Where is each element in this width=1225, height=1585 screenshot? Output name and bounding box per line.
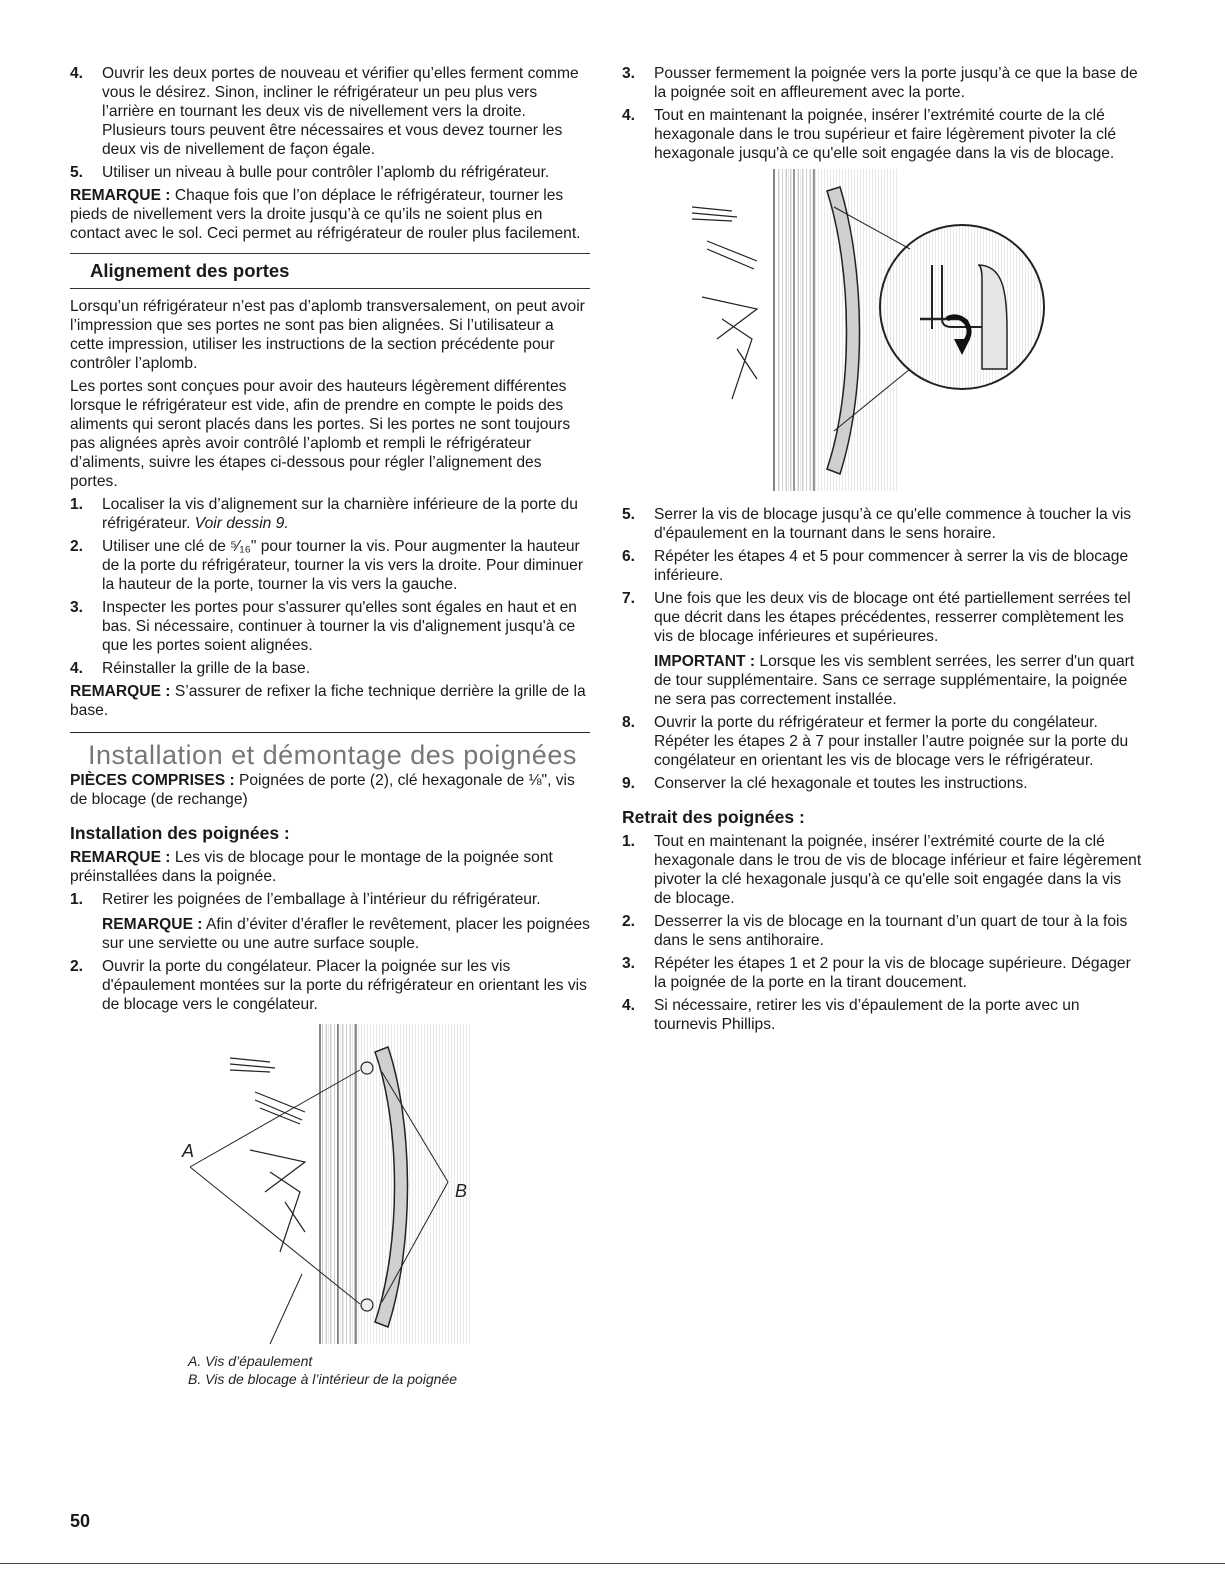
remark-label: REMARQUE :: [70, 187, 171, 204]
install-handles-title: Installation des poignées :: [70, 823, 290, 843]
important-text: Lorsque les vis semblent serrées, les serrer d'un quart de tour supplémentaire. Sans ce serrage supplémentaire, la poignée ne sera pas correctement installée.: [654, 653, 1135, 708]
step-text: Tout en maintenant la poignée, insérer l’extrémité courte de la clé hexagonale dans le trou de vis de blocage inférieur et faire légèrement pivoter la clé hexagonale jusqu'à ce qu'elle soit engagée dans la vis de blocage.: [654, 833, 1142, 907]
list-item: [622, 713, 1142, 770]
figure-captions: [188, 1352, 590, 1388]
remark-text: Afin d’éviter d’érafler le revêtement, placer les poignées sur une serviette ou une autre surface souple.: [102, 916, 590, 952]
list-item: [622, 996, 1142, 1034]
important-note: [654, 652, 1142, 709]
section-rule: [70, 288, 590, 289]
step-number: 1.: [70, 891, 84, 908]
step-text: Pousser fermement la poignée vers la porte jusqu’à ce que la base de la poignée soit en affleurement avec la porte.: [654, 65, 1138, 101]
step-number: 6.: [622, 548, 636, 565]
list-item: [70, 659, 590, 678]
page-bottom-rule: [0, 1563, 1225, 1564]
door-shelves: [692, 207, 757, 399]
list-item: [70, 64, 590, 159]
step-number: 3.: [70, 599, 84, 616]
step-number: 2.: [622, 913, 636, 930]
step-text: Une fois que les deux vis de blocage ont été partiellement serrées tel que décrit dans les étapes précédentes, resserrer complètement les vis de blocage inférieures et supérieures.: [654, 590, 1131, 645]
install-remark: [70, 848, 590, 886]
door-alignment-steps: [70, 495, 590, 678]
caption-b: B. Vis de blocage à l’intérieur de la poignée: [188, 1371, 458, 1387]
step-number: 1.: [622, 833, 636, 850]
step-number: 3.: [622, 955, 636, 972]
step-number: 8.: [622, 714, 636, 731]
step-text: Ouvrir la porte du réfrigérateur et fermer la porte du congélateur. Répéter les étapes 2 à 7 pour installer l’autre poignée sur la porte du congélateur en orientant les vis de blocage vers le réfrigérateur.: [654, 714, 1129, 769]
door-para-1: Lorsqu’un réfrigérateur n’est pas d’aplomb transversalement, on peut avoir l’impression que ses portes ne sont pas bien alignées. Si l’utilisateur a cette impression, utiliser les instructions de la section précédente pour contrôler l’aplomb.: [70, 298, 585, 372]
step-number: 4.: [70, 65, 84, 82]
handles-section-title: Installation et démontage des poignées: [88, 740, 577, 770]
list-item: [622, 774, 1142, 793]
step-text: Retirer les poignées de l’emballage à l’intérieur du réfrigérateur.: [102, 891, 541, 908]
caption-a: A. Vis d’épaulement: [188, 1353, 313, 1369]
remove-handles-title: Retrait des poignées :: [622, 807, 805, 827]
right-column: [622, 64, 1142, 1038]
step-text: Répéter les étapes 4 et 5 pour commencer à serrer la vis de blocage inférieure.: [654, 548, 1129, 584]
hex-key-figure: [662, 169, 1082, 499]
install-steps-continued: [622, 64, 1142, 163]
detail-magnifier: [880, 225, 1044, 389]
step-number: 5.: [622, 506, 636, 523]
list-item: [70, 890, 590, 953]
step-number: 3.: [622, 65, 636, 82]
list-item: [622, 505, 1142, 543]
list-item: [622, 547, 1142, 585]
step-text: Ouvrir la porte du congélateur. Placer la poignée sur les vis d'épaulement montées sur la porte du réfrigérateur en orientant les vis de blocage vers le congélateur.: [102, 958, 587, 1013]
step-number: 4.: [622, 107, 636, 124]
label-b: B: [455, 1181, 468, 1201]
remark-label: REMARQUE :: [102, 916, 203, 933]
hex-key-illustration: [662, 169, 1082, 499]
step-number: 5.: [70, 164, 84, 181]
step-number: 2.: [70, 958, 84, 975]
remark-text: Les vis de blocage pour le montage de la poignée sont préinstallées dans la poignée.: [70, 849, 553, 885]
install-steps-end: [622, 505, 1142, 793]
list-item: [70, 957, 590, 1014]
step-text: Réinstaller la grille de la base.: [102, 660, 311, 677]
handle-install-illustration: [70, 1022, 590, 1352]
shoulder-screw-top: [361, 1062, 373, 1074]
step-text: Ouvrir les deux portes de nouveau et vérifier qu’elles ferment comme vous le désirez. Sinon, incliner le réfrigérateur un peu plus vers l’arrière en tournant les deux vis de nivellement vers la droite. Plusieurs tours peuvent être nécessaires et vous devez tourner les deux vis de nivellement de façon égale.: [102, 65, 579, 158]
door-para-2: Les portes sont conçues pour avoir des hauteurs légèrement différentes lorsque le réfrigérateur est vide, afin de prendre en compte le poids des aliments qui seront placés dans les portes. Si les portes ne sont toujours pas alignées après avoir contrôlé l’aplomb et rempli le réfrigérateur d’aliments, suivre les étapes ci-dessous pour régler l’alignement des portes.: [70, 378, 571, 490]
section-rule: [70, 253, 590, 254]
step-number: 9.: [622, 775, 636, 792]
step-remark: [102, 915, 590, 953]
list-item: [622, 954, 1142, 992]
step-number: 4.: [70, 660, 84, 677]
shoulder-screw-bottom: [361, 1299, 373, 1311]
removal-steps: [622, 832, 1142, 1034]
label-a: A: [182, 1141, 195, 1161]
step-text: Localiser la vis d’alignement sur la charnière inférieure de la porte du réfrigérateur.: [102, 496, 578, 532]
step-text: Inspecter les portes pour s'assurer qu'elles sont égales en haut et en bas. Si nécessaire, continuer à tourner la vis d'alignement jusqu'à ce que les portes soient alignées.: [102, 599, 577, 654]
page-number: 50: [70, 1511, 91, 1531]
parts-label: PIÈCES COMPRISES :: [70, 772, 235, 789]
handle-install-figure: [70, 1022, 590, 1352]
install-steps: [70, 890, 590, 1014]
step-number: 1.: [70, 496, 84, 513]
left-column: [70, 64, 590, 1388]
list-item: [70, 163, 590, 182]
list-item: [70, 537, 590, 594]
list-item: [622, 912, 1142, 950]
door-shelves: [230, 1058, 305, 1252]
step-text: Conserver la clé hexagonale et toutes les instructions.: [654, 775, 1028, 792]
door-remark: [70, 682, 590, 720]
parts-text: Poignées de porte (2), clé hexagonale de ⅛", vis de blocage (de rechange): [70, 772, 575, 808]
list-item: [622, 64, 1142, 102]
step-text: Utiliser un niveau à bulle pour contrôler l’aplomb du réfrigérateur.: [102, 164, 550, 181]
figure-reference: Voir dessin 9.: [194, 515, 289, 532]
section-rule: [70, 732, 590, 733]
step-text: Utiliser une clé de ⁵⁄₁₆" pour tourner la vis. Pour augmenter la hauteur de la porte du réfrigérateur, tourner la vis vers la droite. Pour diminuer la hauteur de la porte, tourner la vis vers la gauche.: [102, 538, 584, 593]
remark-label: REMARQUE :: [70, 849, 171, 866]
parts-included: [70, 771, 590, 809]
step-text: Répéter les étapes 1 et 2 pour la vis de blocage supérieure. Dégager la poignée de la porte en la tirant doucement.: [654, 955, 1131, 991]
list-item: [622, 832, 1142, 908]
step-text: Serrer la vis de blocage jusqu’à ce qu'elle commence à toucher la vis d'épaulement en la tournant dans le sens horaire.: [654, 506, 1132, 542]
step-number: 4.: [622, 997, 636, 1014]
step-text: Desserrer la vis de blocage en la tournant d’un quart de tour à la fois dans le sens antihoraire.: [654, 913, 1128, 949]
step-text: Si nécessaire, retirer les vis d’épaulement de la porte avec un tournevis Phillips.: [654, 997, 1080, 1033]
remark-text: Chaque fois que l’on déplace le réfrigérateur, tourner les pieds de nivellement vers la droite jusqu’à ce qu’ils ne soient plus en contact avec le sol. Ceci permet au réfrigérateur de rouler plus facilement.: [70, 187, 581, 242]
leveling-remark: [70, 186, 590, 243]
leveling-steps: [70, 64, 590, 182]
list-item: [70, 598, 590, 655]
step-number: 7.: [622, 590, 636, 607]
remark-text: S’assurer de refixer la fiche technique derrière la grille de la base.: [70, 683, 586, 719]
step-text: Tout en maintenant la poignée, insérer l’extrémité courte de la clé hexagonale dans le trou supérieur et faire légèrement pivoter la clé hexagonale jusqu'à ce qu'elle soit engagée dans la vis de blocage.: [654, 107, 1117, 162]
list-item: [70, 495, 590, 533]
list-item: [622, 589, 1142, 709]
door-alignment-title: Alignement des portes: [90, 260, 290, 281]
step-number: 2.: [70, 538, 84, 555]
list-item: [622, 106, 1142, 163]
important-label: IMPORTANT :: [654, 653, 756, 670]
remark-label: REMARQUE :: [70, 683, 171, 700]
